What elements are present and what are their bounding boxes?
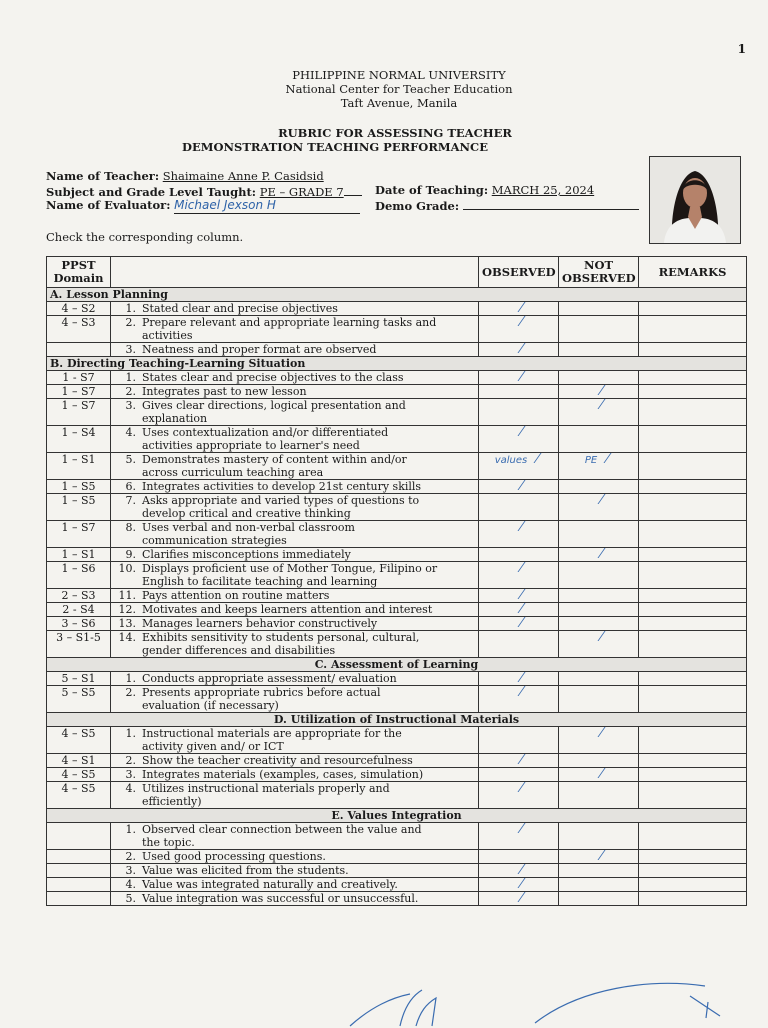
table-row xyxy=(47,316,747,343)
not-observed-cell[interactable] xyxy=(559,589,639,603)
indicator-number: 3. xyxy=(125,399,136,412)
indicator-number: 5. xyxy=(125,453,136,466)
grade-label: Demo Grade: xyxy=(375,198,460,213)
not-observed-cell[interactable] xyxy=(559,686,639,713)
col-not-observed: NOT OBSERVED xyxy=(559,257,639,288)
subject-value: PE – GRADE 7 xyxy=(259,184,344,199)
indicator-text: Value was integrated naturally and creatively. xyxy=(142,878,398,891)
check-mark-icon xyxy=(583,399,605,409)
indicator-number: 1. xyxy=(125,672,136,685)
not-observed-cell[interactable] xyxy=(559,631,639,658)
date-value: MARCH 25, 2024 xyxy=(491,183,595,197)
table-row xyxy=(47,672,747,686)
table-row xyxy=(47,603,747,617)
observed-cell[interactable] xyxy=(479,850,559,864)
ppst-code: 1 – S5 xyxy=(47,494,111,521)
ppst-code: 4 – S5 xyxy=(47,768,111,782)
remarks-cell[interactable] xyxy=(639,426,747,453)
indicator-number: 8. xyxy=(125,521,136,534)
table-row xyxy=(47,371,747,385)
observed-cell[interactable] xyxy=(479,617,559,631)
page-number: 1 xyxy=(737,42,746,56)
ppst-code: 3 – S6 xyxy=(47,617,111,631)
not-observed-cell[interactable] xyxy=(559,617,639,631)
indicator-text: Pays attention on routine matters xyxy=(142,589,330,602)
indicator-number: 3. xyxy=(125,343,136,356)
remarks-cell[interactable] xyxy=(639,302,747,316)
not-observed-cell[interactable] xyxy=(559,399,639,426)
col-indicator xyxy=(111,257,479,288)
remarks-cell[interactable] xyxy=(639,453,747,480)
indicator xyxy=(111,878,479,892)
indicator xyxy=(111,686,479,713)
table-row xyxy=(47,521,747,548)
title-line-1: RUBRIC FOR ASSESSING TEACHER xyxy=(278,126,512,140)
observed-cell[interactable] xyxy=(479,878,559,892)
remarks-cell[interactable] xyxy=(639,782,747,809)
indicator-number: 9. xyxy=(125,548,136,561)
teacher-info-right xyxy=(375,184,639,213)
ppst-code: 1 – S7 xyxy=(47,399,111,426)
table-row xyxy=(47,494,747,521)
ppst-code xyxy=(47,864,111,878)
observed-cell[interactable] xyxy=(479,385,559,399)
ppst-code: 1 – S4 xyxy=(47,426,111,453)
ppst-code: 1 – S6 xyxy=(47,562,111,589)
observed-cell[interactable] xyxy=(479,782,559,809)
check-mark-icon xyxy=(503,480,525,490)
indicator xyxy=(111,453,479,480)
remarks-cell[interactable] xyxy=(639,892,747,906)
table-row xyxy=(47,302,747,316)
indicator xyxy=(111,617,479,631)
observed-cell[interactable] xyxy=(479,316,559,343)
evaluator-label: Name of Evaluator: xyxy=(46,198,171,212)
table-row xyxy=(47,548,747,562)
indicator-number: 2. xyxy=(125,385,136,398)
indicator xyxy=(111,727,479,754)
table-row xyxy=(47,892,747,906)
observed-cell[interactable] xyxy=(479,343,559,357)
observed-cell[interactable] xyxy=(479,302,559,316)
remarks-cell[interactable] xyxy=(639,850,747,864)
observed-cell[interactable] xyxy=(479,521,559,548)
indicator-number: 2. xyxy=(125,754,136,767)
table-row xyxy=(47,589,747,603)
indicator-number: 7. xyxy=(125,494,136,507)
check-mark-icon xyxy=(503,562,525,572)
handwritten-note: values xyxy=(494,455,528,466)
indicator xyxy=(111,672,479,686)
check-mark-icon xyxy=(583,768,605,778)
ppst-code xyxy=(47,823,111,850)
section-header xyxy=(47,357,747,371)
not-observed-cell[interactable] xyxy=(559,385,639,399)
indicator-text: Manages learners behavior constructively xyxy=(142,617,378,630)
table-row xyxy=(47,426,747,453)
check-mark-icon xyxy=(503,521,525,531)
indicator-number: 4. xyxy=(125,878,136,891)
indicator-text: Clarifies misconceptions immediately xyxy=(142,548,351,561)
teacher-info-left xyxy=(46,170,362,214)
remarks-cell[interactable] xyxy=(639,768,747,782)
check-mark-icon xyxy=(583,548,605,558)
indicator-number: 12. xyxy=(118,603,136,616)
title-line-2: DEMONSTRATION TEACHING PERFORMANCE xyxy=(182,140,488,154)
indicator-text: Uses contextualization and/or differentiated activities appropriate to learner's need xyxy=(142,426,389,452)
ppst-code xyxy=(47,878,111,892)
observed-cell[interactable] xyxy=(479,589,559,603)
check-mark-icon xyxy=(583,727,605,737)
ppst-code: 5 – S1 xyxy=(47,672,111,686)
section-header xyxy=(47,809,747,823)
observed-cell[interactable] xyxy=(479,892,559,906)
not-observed-cell[interactable] xyxy=(559,603,639,617)
indicator xyxy=(111,302,479,316)
indicator xyxy=(111,850,479,864)
observed-cell[interactable] xyxy=(479,631,559,658)
indicator-text: Uses verbal and non-verbal classroom communication strategies xyxy=(142,521,355,547)
section-header xyxy=(47,658,747,672)
not-observed-cell[interactable] xyxy=(559,494,639,521)
not-observed-cell[interactable] xyxy=(559,782,639,809)
indicator-number: 2. xyxy=(125,850,136,863)
remarks-cell[interactable] xyxy=(639,617,747,631)
remarks-cell[interactable] xyxy=(639,754,747,768)
check-mark-icon xyxy=(503,892,525,902)
document-header xyxy=(0,68,768,110)
observed-cell[interactable] xyxy=(479,603,559,617)
ppst-code: 1 – S1 xyxy=(47,453,111,480)
teacher-photo xyxy=(649,156,741,244)
indicator xyxy=(111,343,479,357)
indicator-text: Stated clear and precise objectives xyxy=(142,302,338,315)
section-header xyxy=(47,713,747,727)
not-observed-cell[interactable] xyxy=(559,672,639,686)
not-observed-cell[interactable] xyxy=(559,548,639,562)
remarks-cell[interactable] xyxy=(639,686,747,713)
not-observed-cell[interactable] xyxy=(559,768,639,782)
indicator xyxy=(111,494,479,521)
indicator-number: 6. xyxy=(125,480,136,493)
check-mark-icon xyxy=(583,631,605,641)
remarks-cell[interactable] xyxy=(639,343,747,357)
indicator xyxy=(111,371,479,385)
indicator-text: Conducts appropriate assessment/ evaluation xyxy=(142,672,397,685)
check-mark-icon xyxy=(503,426,525,436)
observed-cell[interactable] xyxy=(479,864,559,878)
grade-value xyxy=(463,198,639,210)
indicator-text: States clear and precise objectives to the class xyxy=(142,371,404,384)
indicator-text: Show the teacher creativity and resourcefulness xyxy=(142,754,413,767)
section-title: D. Utilization of Instructional Materials xyxy=(47,713,747,727)
not-observed-cell[interactable] xyxy=(559,453,639,480)
indicator xyxy=(111,562,479,589)
indicator-number: 14. xyxy=(118,631,136,644)
ppst-code xyxy=(47,892,111,906)
indicator-text: Integrates activities to develop 21st century skills xyxy=(142,480,422,493)
not-observed-cell[interactable] xyxy=(559,316,639,343)
observed-cell[interactable] xyxy=(479,480,559,494)
indicator xyxy=(111,399,479,426)
col-observed: OBSERVED xyxy=(479,257,559,288)
indicator xyxy=(111,480,479,494)
table-row xyxy=(47,562,747,589)
remarks-cell[interactable] xyxy=(639,823,747,850)
university-name: PHILIPPINE NORMAL UNIVERSITY xyxy=(292,68,506,82)
indicator xyxy=(111,316,479,343)
signature-mark-1 xyxy=(340,968,460,1028)
col-remarks: REMARKS xyxy=(639,257,747,288)
ppst-code: 2 - S4 xyxy=(47,603,111,617)
check-mark-icon xyxy=(503,754,525,764)
date-label: Date of Teaching: xyxy=(375,183,489,197)
indicator xyxy=(111,631,479,658)
indicator-text: Integrates materials (examples, cases, simulation) xyxy=(142,768,424,781)
observed-cell[interactable] xyxy=(479,768,559,782)
indicator-text: Neatness and proper format are observed xyxy=(142,343,377,356)
remarks-cell[interactable] xyxy=(639,548,747,562)
address: Taft Avenue, Manila xyxy=(340,96,458,110)
ppst-code: 1 – S7 xyxy=(47,385,111,399)
indicator-number: 3. xyxy=(125,864,136,877)
teacher-value: Shaimaine Anne P. Casidsid xyxy=(162,169,324,183)
remarks-cell[interactable] xyxy=(639,672,747,686)
not-observed-cell[interactable] xyxy=(559,371,639,385)
indicator-text: Exhibits sensitivity to students personal, cultural, gender differences and disabilities xyxy=(142,631,420,657)
table-row xyxy=(47,399,747,426)
section-title: B. Directing Teaching-Learning Situation xyxy=(47,357,747,371)
table-row xyxy=(47,631,747,658)
col-ppst: PPST Domain xyxy=(47,257,111,288)
teacher-label: Name of Teacher: xyxy=(46,169,160,183)
check-mark-icon xyxy=(503,603,525,613)
check-mark-icon xyxy=(503,878,525,888)
observed-cell[interactable] xyxy=(479,754,559,768)
indicator-text: Demonstrates mastery of content within and/or across curriculum teaching area xyxy=(142,453,407,479)
ppst-code xyxy=(47,850,111,864)
not-observed-cell[interactable] xyxy=(559,892,639,906)
observed-cell[interactable] xyxy=(479,823,559,850)
indicator-number: 5. xyxy=(125,892,136,905)
indicator-number: 2. xyxy=(125,686,136,699)
remarks-cell[interactable] xyxy=(639,589,747,603)
remarks-cell[interactable] xyxy=(639,480,747,494)
ppst-code: 4 – S1 xyxy=(47,754,111,768)
section-title: E. Values Integration xyxy=(47,809,747,823)
remarks-cell[interactable] xyxy=(639,316,747,343)
check-mark-icon xyxy=(503,316,525,326)
observed-cell[interactable] xyxy=(479,686,559,713)
remarks-cell[interactable] xyxy=(639,521,747,548)
ppst-code: 1 – S7 xyxy=(47,521,111,548)
check-mark-icon xyxy=(503,672,525,682)
signature-mark-2 xyxy=(530,968,730,1028)
table-row xyxy=(47,823,747,850)
not-observed-cell[interactable] xyxy=(559,426,639,453)
remarks-cell[interactable] xyxy=(639,399,747,426)
indicator xyxy=(111,548,479,562)
table-row xyxy=(47,864,747,878)
table-row xyxy=(47,480,747,494)
table-row xyxy=(47,768,747,782)
ppst-code: 1 – S1 xyxy=(47,548,111,562)
not-observed-cell[interactable] xyxy=(559,302,639,316)
observed-cell[interactable] xyxy=(479,399,559,426)
table-row xyxy=(47,878,747,892)
observed-cell[interactable] xyxy=(479,672,559,686)
observed-cell[interactable] xyxy=(479,426,559,453)
indicator-text: Gives clear directions, logical presentation and explanation xyxy=(142,399,406,425)
observed-cell[interactable] xyxy=(479,453,559,480)
check-mark-icon xyxy=(503,823,525,833)
observed-cell[interactable] xyxy=(479,494,559,521)
indicator-text: Prepare relevant and appropriate learning tasks and activities xyxy=(142,316,437,342)
not-observed-cell[interactable] xyxy=(559,480,639,494)
observed-cell[interactable] xyxy=(479,727,559,754)
ppst-code xyxy=(47,343,111,357)
ppst-code: 4 – S2 xyxy=(47,302,111,316)
observed-cell[interactable] xyxy=(479,548,559,562)
ppst-code: 1 - S7 xyxy=(47,371,111,385)
check-mark-icon xyxy=(503,617,525,627)
subject-label: Subject and Grade Level Taught: xyxy=(46,184,257,199)
remarks-cell[interactable] xyxy=(639,631,747,658)
indicator-text: Value integration was successful or unsuccessful. xyxy=(142,892,419,905)
indicator xyxy=(111,754,479,768)
indicator-text: Asks appropriate and varied types of questions to develop critical and creative thinking xyxy=(142,494,420,520)
table-row xyxy=(47,385,747,399)
ppst-code: 5 – S5 xyxy=(47,686,111,713)
indicator-text: Integrates past to new lesson xyxy=(142,385,307,398)
ppst-code: 3 – S1-5 xyxy=(47,631,111,658)
check-mark-icon xyxy=(583,494,605,504)
indicator-text: Instructional materials are appropriate for the activity given and/ or ICT xyxy=(142,727,402,753)
indicator xyxy=(111,864,479,878)
not-observed-cell[interactable] xyxy=(559,562,639,589)
remarks-cell[interactable] xyxy=(639,385,747,399)
not-observed-cell[interactable] xyxy=(559,521,639,548)
remarks-cell[interactable] xyxy=(639,603,747,617)
table-row xyxy=(47,727,747,754)
indicator-text: Motivates and keeps learners attention and interest xyxy=(142,603,433,616)
indicator-number: 1. xyxy=(125,823,136,836)
indicator xyxy=(111,768,479,782)
remarks-cell[interactable] xyxy=(639,562,747,589)
not-observed-cell[interactable] xyxy=(559,878,639,892)
not-observed-cell[interactable] xyxy=(559,823,639,850)
indicator xyxy=(111,823,479,850)
check-mark-icon xyxy=(503,686,525,696)
indicator xyxy=(111,385,479,399)
indicator-text: Observed clear connection between the value and the topic. xyxy=(142,823,422,849)
not-observed-cell[interactable] xyxy=(559,343,639,357)
check-mark-icon xyxy=(583,850,605,860)
indicator-text: Presents appropriate rubrics before actual evaluation (if necessary) xyxy=(142,686,381,712)
center-name: National Center for Teacher Education xyxy=(285,82,513,96)
section-header xyxy=(47,288,747,302)
not-observed-cell[interactable] xyxy=(559,754,639,768)
remarks-cell[interactable] xyxy=(639,878,747,892)
table-header-row xyxy=(47,257,747,288)
section-title: C. Assessment of Learning xyxy=(47,658,747,672)
not-observed-cell[interactable] xyxy=(559,850,639,864)
instruction-text: Check the corresponding column. xyxy=(46,230,244,244)
ppst-code: 1 – S5 xyxy=(47,480,111,494)
table-row xyxy=(47,782,747,809)
ppst-code: 4 – S3 xyxy=(47,316,111,343)
indicator-number: 10. xyxy=(118,562,136,575)
indicator-text: Value was elicited from the students. xyxy=(142,864,349,877)
table-row xyxy=(47,686,747,713)
indicator-number: 11. xyxy=(118,589,136,602)
table-row xyxy=(47,617,747,631)
ppst-code: 4 – S5 xyxy=(47,727,111,754)
evaluator-signature: Michael Jexson H xyxy=(174,199,360,214)
table-row xyxy=(47,453,747,480)
indicator-number: 13. xyxy=(118,617,136,630)
observed-cell[interactable] xyxy=(479,562,559,589)
remarks-cell[interactable] xyxy=(639,371,747,385)
check-mark-icon xyxy=(503,864,525,874)
indicator xyxy=(111,589,479,603)
indicator xyxy=(111,521,479,548)
indicator-number: 1. xyxy=(125,727,136,740)
indicator xyxy=(111,603,479,617)
observed-cell[interactable] xyxy=(479,371,559,385)
not-observed-cell[interactable] xyxy=(559,864,639,878)
handwritten-note: PE xyxy=(584,455,598,466)
indicator-number: 1. xyxy=(125,371,136,384)
check-mark-icon xyxy=(503,782,525,792)
indicator-number: 4. xyxy=(125,426,136,439)
table-row xyxy=(47,754,747,768)
remarks-cell[interactable] xyxy=(639,727,747,754)
indicator-number: 4. xyxy=(125,782,136,795)
check-mark-icon xyxy=(503,589,525,599)
not-observed-cell[interactable] xyxy=(559,727,639,754)
indicator-text: Displays proficient use of Mother Tongue, Filipino or English to facilitate teaching and learning xyxy=(142,562,438,588)
check-mark-icon xyxy=(503,302,525,312)
table-row xyxy=(47,850,747,864)
indicator xyxy=(111,426,479,453)
ppst-code: 2 – S3 xyxy=(47,589,111,603)
indicator-number: 3. xyxy=(125,768,136,781)
remarks-cell[interactable] xyxy=(639,864,747,878)
remarks-cell[interactable] xyxy=(639,494,747,521)
check-mark-icon xyxy=(583,385,605,395)
ppst-code: 4 – S5 xyxy=(47,782,111,809)
rubric-table xyxy=(46,256,747,906)
indicator xyxy=(111,892,479,906)
check-mark-icon xyxy=(503,343,525,353)
indicator-number: 2. xyxy=(125,316,136,329)
indicator-number: 1. xyxy=(125,302,136,315)
document-title xyxy=(0,126,768,154)
indicator-text: Utilizes instructional materials properly and efficiently) xyxy=(142,782,390,808)
section-title: A. Lesson Planning xyxy=(47,288,747,302)
indicator xyxy=(111,782,479,809)
indicator-text: Used good processing questions. xyxy=(142,850,326,863)
check-mark-icon xyxy=(503,371,525,381)
table-row xyxy=(47,343,747,357)
